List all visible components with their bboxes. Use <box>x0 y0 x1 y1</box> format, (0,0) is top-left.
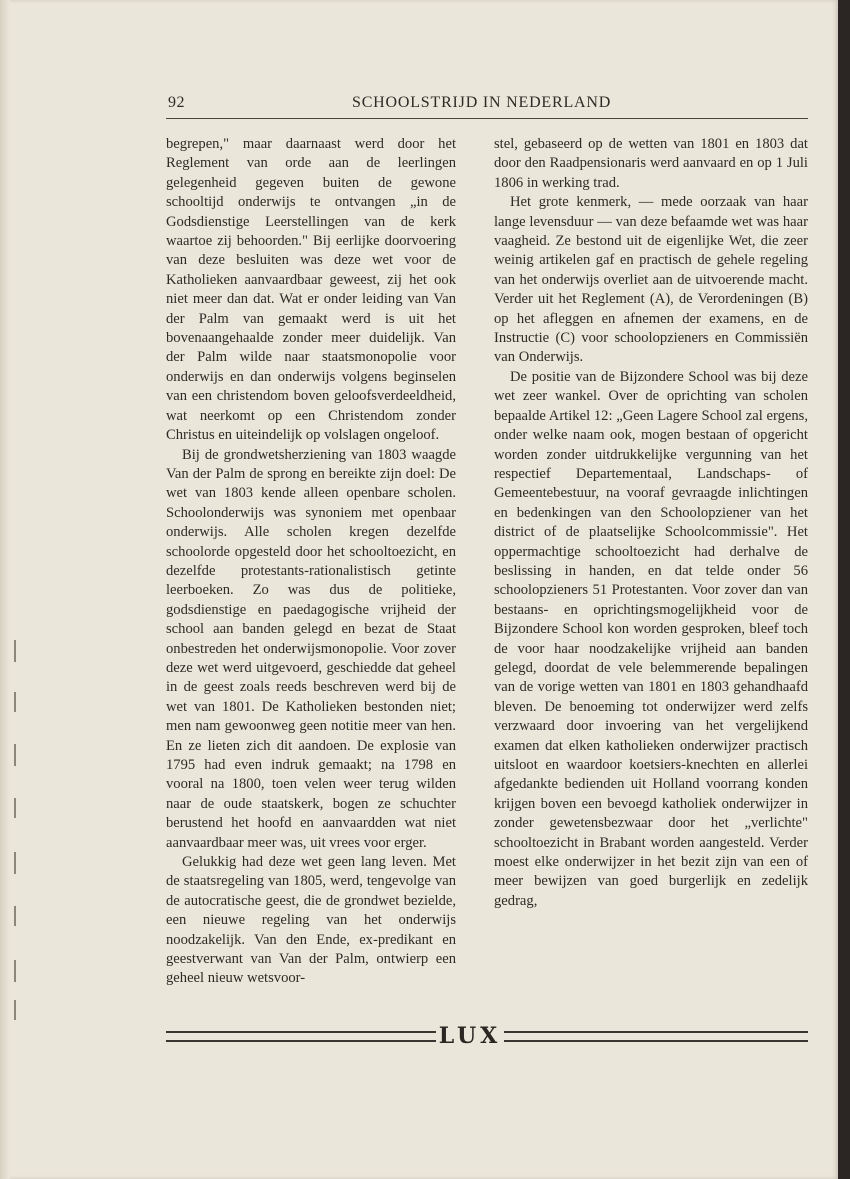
paragraph: De positie van de Bijzondere School was bij deze wet zeer wankel. Over de oprichting van scholen bepaalde Artikel 12: „Geen Lagere School zal ergens, onder welke naam ook, mogen bestaan of opgericht worden zonder uitdrukkelijke vergunning van het respectief Departementaal, Landschaps- of Gemeentebestuur, na vooraf gevraagde inlichtingen en bedenkingen van den Schoolopziener van het district of de plaatselijke Schoolcommissie". Het oppermachtige schooltoezicht had derhalve de beslissing in handen, en dat telde onder 56 schoolopzieners 51 Protestanten. Voor zover dan van bestaans- en oprichtingsmogelijkheid voor de Bijzondere School kon worden gesproken, bleef toch de voor haar noodzakelijke vrijheid aan banden gelegd, doordat de vele belemmerende bepalingen van de vorige wetten van 1801 en 1803 gehandhaafd bleven. De benoeming tot onderwijzer werd zelfs verzwaard door invoering van het vergelijkend examen dat elken katholieken onderwijzer practisch uitsloot en waardoor koetsiers-knechten en allerlei afgedankte bedienden uit Holland voorrang konden krijgen boven een bevoegd katholiek onderwijzer in zonder gewetensbezwaar door het „verlichte" schooltoezicht in Brabant worden aangesteld. Verder moest elke onderwijzer in het bezit zijn van een of meer bewijzen van goed burgerlijk en zedelijk gedrag, <box>494 368 808 909</box>
page-spine-shadow <box>0 0 10 1179</box>
text-column-left <box>166 135 456 989</box>
paragraph: Bij de grondwetsherziening van 1803 waagde Van der Palm de sprong en bereikte zijn doel: De wet van 1803 kende alleen openbare scholen. Schoolonderwijs was synoniem met openbaar onderwijs. Alle scholen kregen dezelfde schoolorde opgesteld door het schooltoezicht, en dezelfde protestants-rationalistisch getinte leerboeken. Zo was dus de politieke, godsdienstige en paedagogische vrijheid der school aan banden gelegd en bezat de Staat onbestreden het onderwijsmonopolie. Voor zover deze wet werd uitgevoerd, geschiedde dat geheel in de geest zoals reeds beschreven werd bij de wet van 1801. De Katholieken bestonden niet; men nam gewoonweg geen notitie meer van hen. En ze lieten zich dit aandoen. De explosie van 1795 had even indruk gemaakt; na 1798 en vooral na 1800, toen velen weer terug wilden naar de oude staatskerk, bogen ze schuchter berustend het hoofd en aanvaardden wat niet aanvaardbaar meer was, uit vrees voor erger. <box>166 446 456 851</box>
paragraph: Het grote kenmerk, — mede oorzaak van haar lange levensduur — van deze befaamde wet was haar vaagheid. Ze bestond uit de eigenlijke Wet, die zeer weinig artikelen gaf en practisch de gehele regeling van het onderwijs overliet aan de uitvoerende macht. Verder uit het Reglement (A), de Verordeningen (B) op het afleggen en afnemen der examens, en de Instructie (C) voor schoolopzieners en Commissiën van Onderwijs. <box>494 194 808 366</box>
lux-logo: LUX <box>438 1023 502 1049</box>
paragraph: Gelukkig had deze wet geen lang leven. Met de staatsregeling van 1805, werd, tengevolge van de autocratische geest, die de grondwet bezielde, een nieuwe regeling van het onderwijs noodzakelijk. Van den Ende, ex-predikant en geestverwant van Van der Palm, ontwierp een geheel nieuw wetsvoor- <box>166 854 456 987</box>
running-title: SCHOOLSTRIJD IN NEDERLAND <box>352 94 612 111</box>
paragraph: stel, gebaseerd op de wetten van 1801 en 1803 dat door den Raadpensionaris werd aanvaard en op 1 Juli 1806 in werking trad. <box>494 136 808 191</box>
paragraph: begrepen," maar daarnaast werd door het Reglement van orde aan de leerlingen gelegenheid gegeven buiten de gewone schooltijd onderwijs te ontvangen „in de Godsdienstige Leerstellingen van de kerk waartoe zij behoorden." Bij eerlijke doorvoering van deze besluiten was deze wet voor de Katholieken aanvaardbaar geweest, zij het ook niet meer dan dat. Wat er onder leiding van Van der Palm van gemaakt werd is uit het bovenaangehaalde zonder meer duidelijk. Van der Palm wilde naar staatsmonopolie voor onderwijs en dan onderwijs volgens beginselen van een christendom boven geloofsverdeeldheid, wat neerkomt op een Christendom zonder Christus en uiteindelijk op volslagen ongeloof. <box>166 136 456 444</box>
running-header <box>166 94 808 119</box>
footer-rule-right <box>504 1031 808 1042</box>
page-footer <box>166 1024 808 1048</box>
page-number: 92 <box>168 94 185 111</box>
text-column-right <box>494 135 808 911</box>
footer-rule-left <box>166 1031 436 1042</box>
margin-pencil-marks <box>14 640 18 1020</box>
